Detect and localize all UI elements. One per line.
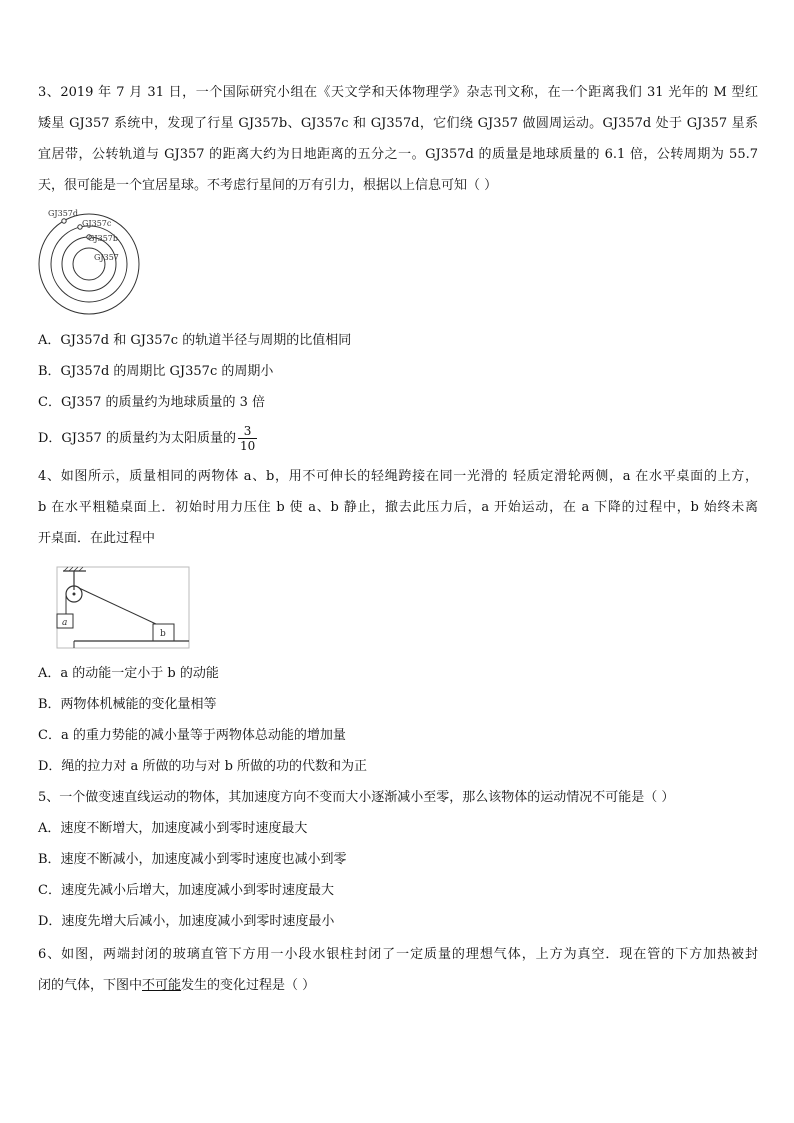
q3-line-4: 天，很可能是一个宜居星球。不考虑行星间的万有引力，根据以上信息可知（ ） xyxy=(38,178,498,193)
block-a-label: a xyxy=(62,618,68,628)
label-gj357d: GJ357d xyxy=(48,209,78,218)
label-gj357c: GJ357c xyxy=(82,219,112,228)
q5-line-1: 5、一个做变速直线运动的物体，其加速度方向不变而大小逐渐减小至零，那么该物体的运动情况不可能是（ ） xyxy=(38,790,675,805)
fraction xyxy=(238,424,257,453)
q4-option-b: B．两物体机械能的变化量相等 xyxy=(38,697,217,712)
label-gj357: GJ357 xyxy=(94,253,119,262)
pulley-diagram xyxy=(52,565,192,655)
q4-option-d: D．绳的拉力对 a 所做的功与对 b 所做的功的代数和为正 xyxy=(38,759,368,774)
q5-option-a: A．速度不断增大，加速度减小到零时速度最大 xyxy=(38,821,308,836)
q4-line-1: 4、如图所示，质量相同的两物体 a、b，用不可伸长的轻绳跨接在同一光滑的 轻质定滑轮两侧，a 在水平桌面的上方， xyxy=(38,469,758,484)
q4-option-c: C．a 的重力势能的减小量等于两物体总动能的增加量 xyxy=(38,728,346,743)
label-gj357b: GJ357b xyxy=(88,234,118,243)
q6-line-2-pre: 闭的气体，下图中 xyxy=(38,978,143,993)
q3-option-d xyxy=(38,421,257,457)
orbit-gj357d xyxy=(39,214,139,314)
q4-line-2: b 在水平粗糙桌面上．初始时用力压住 b 使 a、b 静止，撤去此压力后，a 开始运动，在 a 下降的过程中，b 始终未离 xyxy=(38,500,758,515)
q6-line-2 xyxy=(38,977,758,995)
orbit-gj357b xyxy=(62,237,116,291)
q3-option-b: B．GJ357d 的周期比 GJ357c 的周期小 xyxy=(38,364,274,379)
q6-line-1: 6、如图，两端封闭的玻璃直管下方用一小段水银柱封闭了一定质量的理想气体，上方为真空．现在管的下方加热被封 xyxy=(38,947,758,962)
q5-option-d: D．速度先增大后减小，加速度减小到零时速度最小 xyxy=(38,914,335,929)
pulley-axle xyxy=(73,593,76,596)
q3-option-c: C．GJ357 的质量约为地球质量的 3 倍 xyxy=(38,395,266,410)
q6-line-2-post: 发生的变化过程是（ ） xyxy=(181,978,316,993)
q4-option-a: A．a 的动能一定小于 b 的动能 xyxy=(38,666,219,681)
q3-line-1: 3、2019 年 7 月 31 日，一个国际研究小组在《天文学和天体物理学》杂志刊文称，在一个距离我们 31 光年的 M 型红 xyxy=(38,85,758,100)
rope-to-b xyxy=(79,588,156,624)
fraction-denominator: 10 xyxy=(239,439,256,453)
planet-gj357d xyxy=(62,219,66,223)
q5-option-c: C．速度先减小后增大，加速度减小到零时速度最大 xyxy=(38,883,334,898)
block-b-label: b xyxy=(160,629,166,639)
q6-underlined-text: 不可能 xyxy=(142,978,182,993)
q3-option-d-text: D．GJ357 的质量约为太阳质量的 xyxy=(38,431,236,446)
q3-line-3: 宜居带，公转轨道与 GJ357 的距离大约为日地距离的五分之一。GJ357d 的质量是地球质量的 6.1 倍，公转周期为 55.7 xyxy=(38,147,758,162)
fraction-numerator: 3 xyxy=(238,424,257,439)
q5-option-b: B．速度不断减小，加速度减小到零时速度也减小到零 xyxy=(38,852,347,867)
q4-line-3: 开桌面．在此过程中 xyxy=(38,531,156,546)
orbit-diagram xyxy=(36,204,146,316)
q3-option-a: A．GJ357d 和 GJ357c 的轨道半径与周期的比值相同 xyxy=(38,333,352,348)
q3-line-2: 矮星 GJ357 系统中，发现了行星 GJ357b、GJ357c 和 GJ357d，它们绕 GJ357 做圆周运动。GJ357d 处于 GJ357 星系 xyxy=(38,116,758,131)
